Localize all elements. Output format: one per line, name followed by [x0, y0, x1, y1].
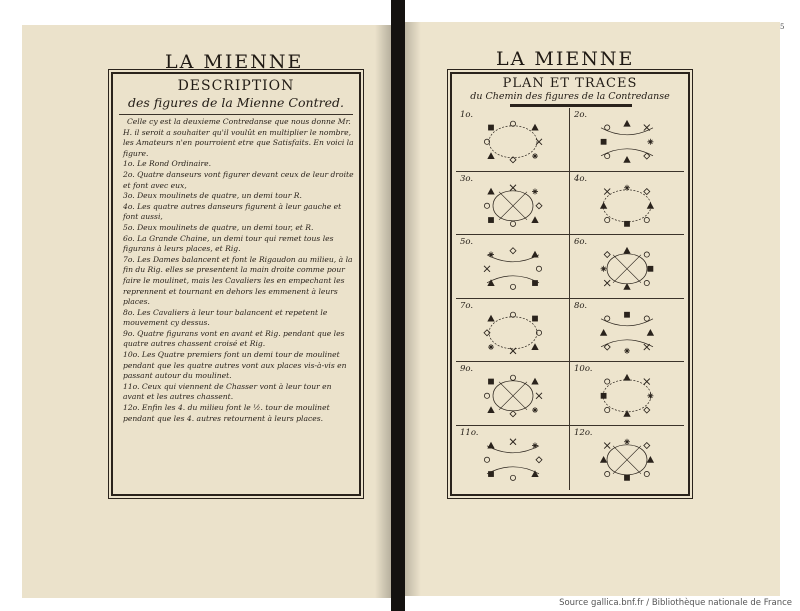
dancer-mark-circle: [605, 379, 610, 384]
dancer-mark-triangle: [488, 188, 494, 193]
dancer-mark-triangle: [532, 125, 538, 130]
dancer-mark-triangle: [532, 217, 538, 222]
dancer-mark-cross: [644, 379, 650, 385]
dancer-mark-triangle: [488, 443, 494, 448]
dancer-mark-circle: [644, 471, 649, 476]
figure-number: 7o.: [460, 300, 474, 311]
dancer-mark-triangle: [488, 280, 494, 285]
figure-grid: [456, 108, 684, 490]
page-marker: 5: [780, 23, 785, 31]
figure-cell-6: [570, 235, 684, 299]
figure-diagram-2: [570, 108, 684, 172]
dancer-mark-diamond: [644, 443, 650, 449]
figure-description-10: 10o. Les Quatre premiers font un demi tour de moulinet pendant que les quatre autres vont aux places vis-à-vis en passant autour du moulinet.: [123, 350, 347, 381]
figure-cell-4: [570, 172, 684, 236]
figure-description-8: 8o. Les Cavaliers à leur tour balancent et repetent le mouvement cy dessus.: [123, 307, 328, 328]
plan-heading-rule: [510, 104, 632, 107]
dancer-mark-star: [532, 443, 538, 449]
dancer-mark-diamond: [510, 411, 516, 417]
dancer-mark-triangle: [624, 121, 630, 126]
dancer-mark-circle: [644, 316, 649, 321]
dancer-mark-triangle: [624, 375, 630, 380]
dancer-mark-square: [532, 316, 537, 321]
dancer-mark-cross: [536, 393, 542, 399]
dancer-mark-triangle: [601, 457, 607, 462]
dancer-mark-cross: [644, 344, 650, 350]
dancer-mark-diamond: [536, 202, 542, 208]
dancer-mark-cross: [604, 443, 610, 449]
figure-number: 2o.: [574, 110, 588, 120]
figure-description-2: 2o. Quatre danseurs vont figurer devant ceux de leur droite et font avec eux,: [123, 169, 354, 190]
figure-cell-2: [570, 108, 684, 172]
dancer-mark-circle: [484, 394, 489, 399]
dancer-mark-square: [489, 472, 494, 477]
dancer-mark-star: [647, 393, 653, 399]
dancer-mark-square: [625, 221, 630, 226]
dancer-mark-circle: [510, 376, 515, 381]
dancer-mark-star: [532, 153, 538, 159]
figure-number: 11o.: [460, 428, 479, 438]
dancer-mark-triangle: [532, 344, 538, 349]
figure-number: 1o.: [460, 110, 474, 120]
dancer-mark-diamond: [604, 252, 610, 258]
dancer-mark-star: [532, 407, 538, 413]
dancer-mark-triangle: [647, 330, 653, 335]
dancer-mark-triangle: [624, 157, 630, 162]
dancer-mark-square: [648, 266, 653, 271]
dancer-mark-circle: [605, 316, 610, 321]
dancer-mark-star: [532, 188, 538, 194]
right-running-title: LA MIENNE: [496, 48, 635, 70]
dancer-mark-square: [601, 394, 606, 399]
dancer-mark-triangle: [624, 248, 630, 253]
dancer-mark-triangle: [624, 284, 630, 289]
dancer-mark-star: [488, 344, 494, 350]
dancer-mark-triangle: [532, 252, 538, 257]
dancer-mark-diamond: [510, 248, 516, 254]
figure-diagram-9: [456, 362, 570, 426]
dancer-mark-circle: [644, 217, 649, 222]
dancer-mark-square: [625, 475, 630, 480]
dancer-mark-circle: [605, 153, 610, 158]
dancer-mark-circle: [510, 475, 515, 480]
figure-number: 12o.: [574, 428, 593, 438]
dancer-mark-triangle: [647, 457, 653, 462]
figure-cell-7: [456, 299, 570, 363]
plan-frame: [450, 72, 690, 496]
dancer-mark-cross: [484, 266, 490, 272]
figure-diagram-3: [456, 172, 570, 236]
dancer-mark-circle: [605, 125, 610, 130]
dancer-mark-square: [601, 139, 606, 144]
dancer-mark-star: [488, 252, 494, 258]
dancer-mark-circle: [484, 457, 489, 462]
figure-description-11: 11o. Ceux qui viennent de Chasser vont à leur tour en avant et les autres chassent.: [123, 381, 332, 402]
description-frame: [111, 72, 361, 496]
dancer-mark-cross: [604, 280, 610, 286]
dancer-mark-star: [647, 139, 653, 145]
figure-diagram-5: [456, 235, 570, 299]
figure-cell-3: [456, 172, 570, 236]
figure-description-5: 5o. Deux moulinets de quatre, un demi tour, et R.: [123, 222, 314, 232]
dancer-mark-circle: [605, 471, 610, 476]
source-credit: Source gallica.bnf.fr / Bibliothèque nationale de France: [559, 598, 792, 608]
dancer-mark-triangle: [601, 202, 607, 207]
dancer-mark-circle: [536, 266, 541, 271]
dancer-mark-triangle: [647, 202, 653, 207]
figure-description-4: 4o. Les quatre autres danseurs figurent à leur gauche et font aussi,: [123, 201, 342, 222]
figure-description-3: 3o. Deux moulinets de quatre, un demi tour R.: [123, 191, 302, 201]
figure-description-6: 6o. La Grande Chaine, un demi tour qui remet tous les figurans à leurs places, et Rig.: [123, 233, 334, 254]
figure-number: 9o.: [460, 364, 474, 375]
dancer-mark-circle: [510, 221, 515, 226]
dancer-mark-star: [624, 348, 630, 354]
dancer-mark-triangle: [532, 471, 538, 476]
figure-diagram-1: [456, 108, 570, 172]
figure-diagram-7: [456, 299, 570, 363]
book-gutter: [391, 0, 405, 611]
dancer-mark-square: [489, 379, 494, 384]
figure-diagram-12: [570, 426, 684, 490]
figure-diagram-8: [570, 299, 684, 363]
description-heading: DESCRIPTION: [177, 78, 295, 94]
dancer-mark-triangle: [488, 407, 494, 412]
dancer-mark-diamond: [644, 407, 650, 413]
dancer-mark-circle: [605, 217, 610, 222]
dancer-mark-star: [624, 439, 630, 445]
dancer-mark-circle: [605, 408, 610, 413]
figure-description-12: 12o. Enfin les 4. du milieu font le ½. tour de moulinet pendant que les 4. autres retournent à leurs places.: [123, 403, 330, 423]
figure-description-1: 1o. Le Rond Ordinaire.: [123, 159, 212, 169]
figure-diagram-4: [570, 172, 684, 236]
dancer-mark-square: [625, 312, 630, 317]
dancer-mark-circle: [644, 252, 649, 257]
dancer-mark-triangle: [488, 315, 494, 320]
dancer-mark-star: [601, 266, 607, 272]
figure-diagram-10: [570, 362, 684, 426]
intro-paragraph: Celle cy est la deuxieme Contredanse que nous donne Mr. H. il seroit a souhaiter qu'il voulût en multiplier le nombre, les Amateurs n'en pourroient etre que Satisfaits. En voici la figure.: [123, 117, 354, 158]
dancer-mark-cross: [510, 439, 516, 445]
figure-number: 4o.: [574, 173, 588, 184]
dancer-mark-circle: [644, 281, 649, 286]
figure-description-7: 7o. Les Dames balancent et font le Rigaudon au milieu, à la fin du Rig. elles se presentent la main droite comme pour faire le moulinet, mais les Cavaliers les en empechant les reprennent et tournant en dehors les emmenent à leurs places.: [123, 254, 353, 307]
figure-number: 5o.: [460, 237, 474, 248]
dancer-mark-cross: [510, 184, 516, 190]
dancer-mark-circle: [510, 284, 515, 289]
dancer-mark-circle: [484, 203, 489, 208]
gutter-shadow-right: [405, 22, 421, 596]
figure-cell-1: [456, 108, 570, 172]
plan-heading: PLAN ET TRACES: [502, 76, 638, 91]
dancer-mark-triangle: [532, 379, 538, 384]
figure-diagram-6: [570, 235, 684, 299]
figure-cell-11: [456, 426, 570, 490]
dancer-mark-diamond: [644, 188, 650, 194]
figure-diagram-11: [456, 426, 570, 490]
plan-subheading: du Chemin des figures de la Contredanse: [470, 91, 670, 102]
dancer-mark-square: [489, 217, 494, 222]
figure-number: 3o.: [460, 173, 474, 184]
dancer-mark-square: [532, 281, 537, 286]
figure-number: 8o.: [574, 300, 588, 311]
figure-cell-5: [456, 235, 570, 299]
dancer-mark-cross: [604, 188, 610, 194]
heading-rule: [119, 114, 353, 115]
figure-cell-8: [570, 299, 684, 363]
dancer-mark-triangle: [488, 153, 494, 158]
figure-number: 10o.: [574, 364, 593, 375]
left-running-title: LA MIENNE: [165, 51, 304, 73]
dancer-mark-cross: [644, 125, 650, 131]
figure-number: 6o.: [574, 237, 588, 248]
figure-description-9: 9o. Quatre figurans vont en avant et Rig. pendant que les quatre autres chassent croisé et Rig.: [123, 328, 345, 349]
figure-cell-12: [570, 426, 684, 490]
figure-cell-10: [570, 362, 684, 426]
description-text: [123, 117, 355, 424]
dancer-mark-diamond: [536, 457, 542, 463]
figure-cell-9: [456, 362, 570, 426]
dancer-mark-triangle: [601, 330, 607, 335]
dancer-mark-square: [489, 125, 494, 130]
description-subheading: des figures de la Mienne Contred.: [128, 95, 344, 110]
